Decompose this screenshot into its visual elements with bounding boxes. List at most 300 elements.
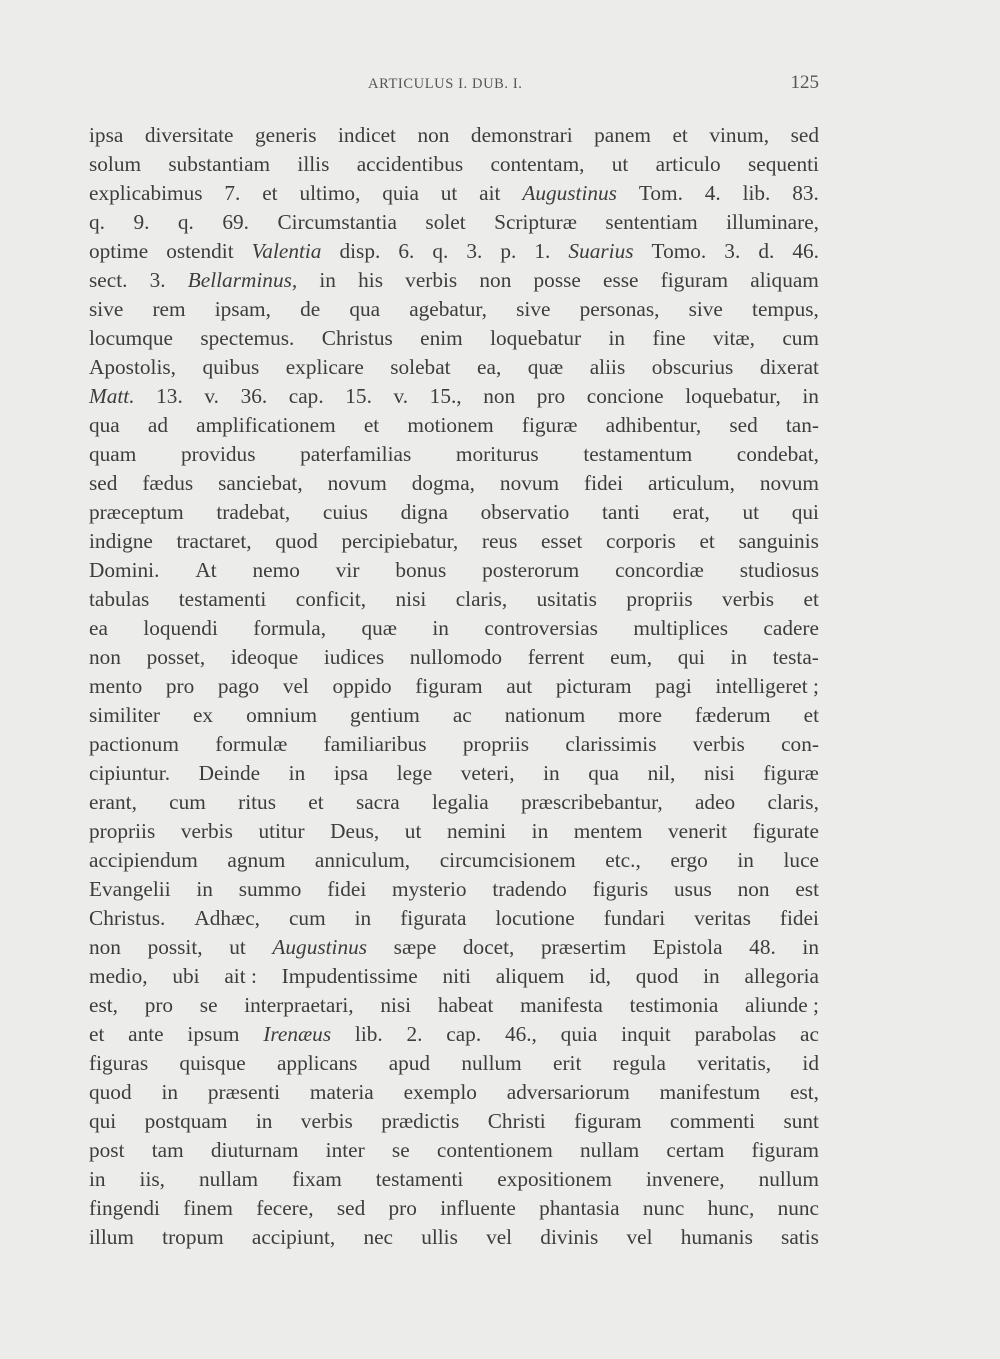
word: concordiæ [615,558,704,582]
word: paterfamilias [300,442,412,466]
word: 3. [466,239,483,263]
word: solebat [390,355,451,379]
word: indigne [89,529,153,553]
word: rem [152,297,186,321]
word: ut [611,152,629,176]
word: dogma, [411,471,475,495]
word: p. [500,239,517,263]
word: percipiebatur, [341,529,459,553]
word: amplificationem [196,413,336,437]
word: indicet [338,123,396,147]
text-line [89,1165,819,1194]
word: mento [89,674,143,698]
word: vel [626,1225,653,1249]
text-line [89,179,819,208]
word: pagi [655,674,692,698]
word: non [417,123,450,147]
word: vel [486,1225,513,1249]
word: certam [666,1138,725,1162]
word: verbis [300,1109,353,1133]
word: condebat, [736,442,819,466]
word: figurate [752,819,819,843]
word: in [737,848,754,872]
word: verbis [722,587,775,611]
text-line [89,237,819,266]
text-line [89,121,819,150]
word: observatio [480,500,570,524]
word: quod [635,964,679,988]
word: vir [335,558,360,582]
word: in [161,1080,179,1104]
word: Tomo. [651,239,707,263]
word: ipsa [89,123,124,147]
word: quam [89,442,137,466]
text-line [89,382,819,411]
word: more [618,703,662,727]
word: se [199,993,218,1017]
word: nullam [580,1138,640,1162]
word: nationum [504,703,586,727]
word: pactionum [89,732,179,756]
word: contentionem [436,1138,553,1162]
word: Christus [321,326,393,350]
word: ait : [224,964,257,988]
word: est [795,877,819,901]
word: aliquam [750,268,819,292]
word: iis, [139,1167,165,1191]
text-line [89,1107,819,1136]
word: Scripturæ [494,210,577,234]
word: tan- [785,413,819,437]
word: qua [349,297,381,321]
word: pro [165,674,195,698]
word: agnum [227,848,286,872]
word: v. [393,384,409,408]
word: in [802,384,819,408]
word: veteri, [460,761,515,785]
word: corporis [606,529,676,553]
word: figuram [574,1109,642,1133]
word: vel [282,674,309,698]
word: Epistola [652,935,723,959]
word: mysterio [392,877,467,901]
word: erit [553,1051,582,1075]
word: sanguinis [738,529,819,553]
word: non [737,877,770,901]
word: et [89,1022,105,1046]
word: sanciebat, [218,471,303,495]
word: quod [275,529,318,553]
text-line [89,962,819,991]
word: inquit [621,1022,671,1046]
word: 3. [724,239,741,263]
word: tractaret, [176,529,252,553]
word: præsertim [540,935,627,959]
word: aliis [589,355,626,379]
word: testamenti [178,587,267,611]
word: ipsa [333,761,369,785]
text-line [89,730,819,759]
word: agebatur, [409,297,487,321]
text-line [89,440,819,469]
word: figuram [751,1138,819,1162]
word: 83. [792,181,819,205]
word: propriis [462,732,530,756]
word: exemplo [403,1080,477,1104]
word: Apostolis, [89,355,176,379]
word: accipiunt, [251,1225,336,1249]
word: loquebatur, [685,384,781,408]
word: sunt [783,1109,819,1133]
word: veritas [694,906,751,930]
word: 9. [133,210,150,234]
word: materia [309,1080,374,1104]
word: ullis [421,1225,458,1249]
word: sed [89,471,118,495]
word: sequenti [747,152,819,176]
word: moriturus [455,442,539,466]
word: conficit, [295,587,367,611]
text-line [89,556,819,585]
word: 36. [240,384,268,408]
word: fundari [603,906,666,930]
word: bonus [395,558,447,582]
word: qui [89,1109,117,1133]
word: controversias [484,616,598,640]
word: tradendo [492,877,567,901]
word: nisi [380,993,412,1017]
word: interpraetari, [244,993,354,1017]
word: id, [589,964,611,988]
word: explicare [285,355,364,379]
word: illuminare, [726,210,819,234]
word: eum, [610,645,653,669]
word: et [803,703,819,727]
word: figuram [415,674,483,698]
word: Impudentissime [281,964,418,988]
word: non [89,935,121,959]
word: ipsam, [214,297,271,321]
word: spectemus. [200,326,295,350]
word: Adhæc, [194,906,260,930]
word: Evangelii [89,877,171,901]
word: qua [588,761,619,785]
word: vitæ, [712,326,755,350]
word: in [608,326,626,350]
word: possit, [147,935,203,959]
word: quæ [527,355,564,379]
word: posterorum [482,558,580,582]
word: lib. [354,1022,383,1046]
word: adhibentur, [605,413,702,437]
word: non [89,645,121,669]
word: reus [481,529,518,553]
word: claris, [767,790,819,814]
word: in [89,1167,106,1191]
word: allegoria [744,964,819,988]
word: est, [89,993,118,1017]
word: hunc, [707,1196,755,1220]
word: fidei [327,877,367,901]
word: substantiam [168,152,271,176]
word: postquam [144,1109,228,1133]
word: nullomodo [409,645,503,669]
word: q. [177,210,194,234]
word: et [803,587,819,611]
word: nec [363,1225,394,1249]
running-header [0,72,1000,96]
word: prædictis [381,1109,460,1133]
word: quisque [179,1051,246,1075]
word: lege [396,761,433,785]
word: sed [729,413,758,437]
word: nemini [446,819,507,843]
word: concione [586,384,664,408]
word: propriis [626,587,693,611]
text-line [89,208,819,237]
word: utitur [258,819,305,843]
word: aut [506,674,533,698]
word: q. [432,239,449,263]
word: figuris [592,877,649,901]
word: fine [652,326,686,350]
word: tam [151,1138,184,1162]
word: et [363,413,380,437]
text-line [89,469,819,498]
word: sive [89,297,124,321]
word: erant, [89,790,137,814]
word: circumcisionem [439,848,576,872]
word: Valentia [251,239,322,263]
word: Augustinus [272,935,368,959]
word: præsenti [207,1080,281,1104]
word: et [262,181,278,205]
word: ex [192,703,214,727]
text-line [89,1194,819,1223]
word: satis [781,1225,819,1249]
word: non [483,384,516,408]
word: Christus. [89,906,166,930]
word: tabulas [89,587,150,611]
word: 15., [429,384,462,408]
word: adeo [694,790,736,814]
word: testa- [772,645,819,669]
word: locutione [495,906,575,930]
word: 4. [704,181,721,205]
word: 2. [406,1022,423,1046]
word: enim [420,326,463,350]
word: in [543,761,560,785]
word: pago [217,674,260,698]
word: fædus [142,471,194,495]
word: iudices [323,645,385,669]
word: venerit [667,819,728,843]
word: in [432,616,449,640]
word: optime [89,239,149,263]
word: loquendi [143,616,218,640]
word: verbis [405,268,458,292]
text-line [89,1136,819,1165]
word: in [196,877,213,901]
word: nisi [395,587,427,611]
word: usitatis [536,587,597,611]
word: novum [327,471,387,495]
word: nisi [703,761,735,785]
word: Deinde [198,761,261,785]
word: intelligeret ; [715,674,819,698]
word: testamenti [375,1167,464,1191]
word: ad [147,413,168,437]
word: 48. [749,935,776,959]
word: sententiam [605,210,698,234]
word: invenere, [645,1167,725,1191]
word: 69. [222,210,249,234]
word: nullam [198,1167,259,1191]
word: disp. [339,239,381,263]
text-line [89,1078,819,1107]
word: studiosus [739,558,819,582]
word: dixerat [759,355,819,379]
word: fingendi [89,1196,160,1220]
word: ut [229,935,246,959]
word: picturam [555,674,632,698]
text-line [89,933,819,962]
word: explicabimus [89,181,203,205]
word: figurata [400,906,467,930]
text-line [89,672,819,701]
word: q. [89,210,105,234]
text-line [89,150,819,179]
word: nemo [252,558,300,582]
word: cadere [763,616,819,640]
word: ut [440,181,458,205]
word: 7. [224,181,241,205]
word: motionem [407,413,494,437]
word: veritatis, [697,1051,772,1075]
word: tempus, [752,297,819,321]
word: quibus [202,355,260,379]
word: 46. [792,239,819,263]
word: humanis [680,1225,753,1249]
word: esse [603,268,639,292]
word: fidei [779,906,819,930]
word: cum [782,326,819,350]
word: lib. [742,181,771,205]
word: quia [382,181,419,205]
word: novum [759,471,819,495]
word: fecere, [256,1196,314,1220]
word: esset [540,529,583,553]
word: ante [128,1022,164,1046]
word: nullum [758,1167,819,1191]
word: ipsum [187,1022,240,1046]
text-line [89,498,819,527]
word: ea, [477,355,502,379]
word: ferrent [527,645,585,669]
word: Irenæus [263,1022,332,1046]
word: illis [297,152,330,176]
word: v. [204,384,219,408]
word: sive [688,297,723,321]
word: niti [442,964,471,988]
word: gentium [350,703,420,727]
word: sed [336,1196,366,1220]
word: ait [479,181,501,205]
word: cum [288,906,326,930]
word: providus [180,442,256,466]
word: solet [425,210,466,234]
word: quia [560,1022,598,1046]
word: mentem [573,819,643,843]
word: ultimo, [299,181,361,205]
word: cap. [288,384,324,408]
text-line [89,266,819,295]
word: testimonia [629,993,719,1017]
word: fixam [292,1167,342,1191]
word: claris, [455,587,508,611]
word: his [358,268,383,292]
word: manifestum [659,1080,761,1104]
word: ideoque [230,645,299,669]
word: medio, [89,964,148,988]
word: vinum, [709,123,770,147]
word: illum [89,1225,134,1249]
text-line [89,701,819,730]
text-line [89,295,819,324]
word: verbis [180,819,233,843]
word: in [730,645,748,669]
word: cap. [446,1022,482,1046]
word: d. [758,239,775,263]
word: similiter [89,703,160,727]
word: divinis [540,1225,599,1249]
word: in [802,935,819,959]
word: docet, [462,935,515,959]
word: sive [516,297,551,321]
word: sed [790,123,819,147]
word: luce [783,848,819,872]
word: articulum, [647,471,735,495]
word: figuras [89,1051,149,1075]
word: in [703,964,720,988]
word: posset, [146,645,206,669]
word: sæpe [393,935,437,959]
word: ut [742,500,760,524]
word: cum [169,790,206,814]
word: 6. [398,239,415,263]
word: phantasia [539,1196,620,1220]
word: et [672,123,688,147]
word: anniculum, [314,848,411,872]
word: locumque [89,326,173,350]
word: nunc [777,1196,819,1220]
word: aliunde ; [745,993,819,1017]
word: qua [89,413,120,437]
word: novum [499,471,560,495]
word: in [354,906,372,930]
word: nullum [461,1051,522,1075]
word: Deus, [330,819,380,843]
word: et [308,790,324,814]
word: applicans [276,1051,358,1075]
text-line [89,788,819,817]
word: Augustinus [522,181,617,205]
word: de [300,297,321,321]
word: usus [673,877,712,901]
word: 1. [534,239,551,263]
word: erat, [672,500,710,524]
word: nunc [642,1196,685,1220]
